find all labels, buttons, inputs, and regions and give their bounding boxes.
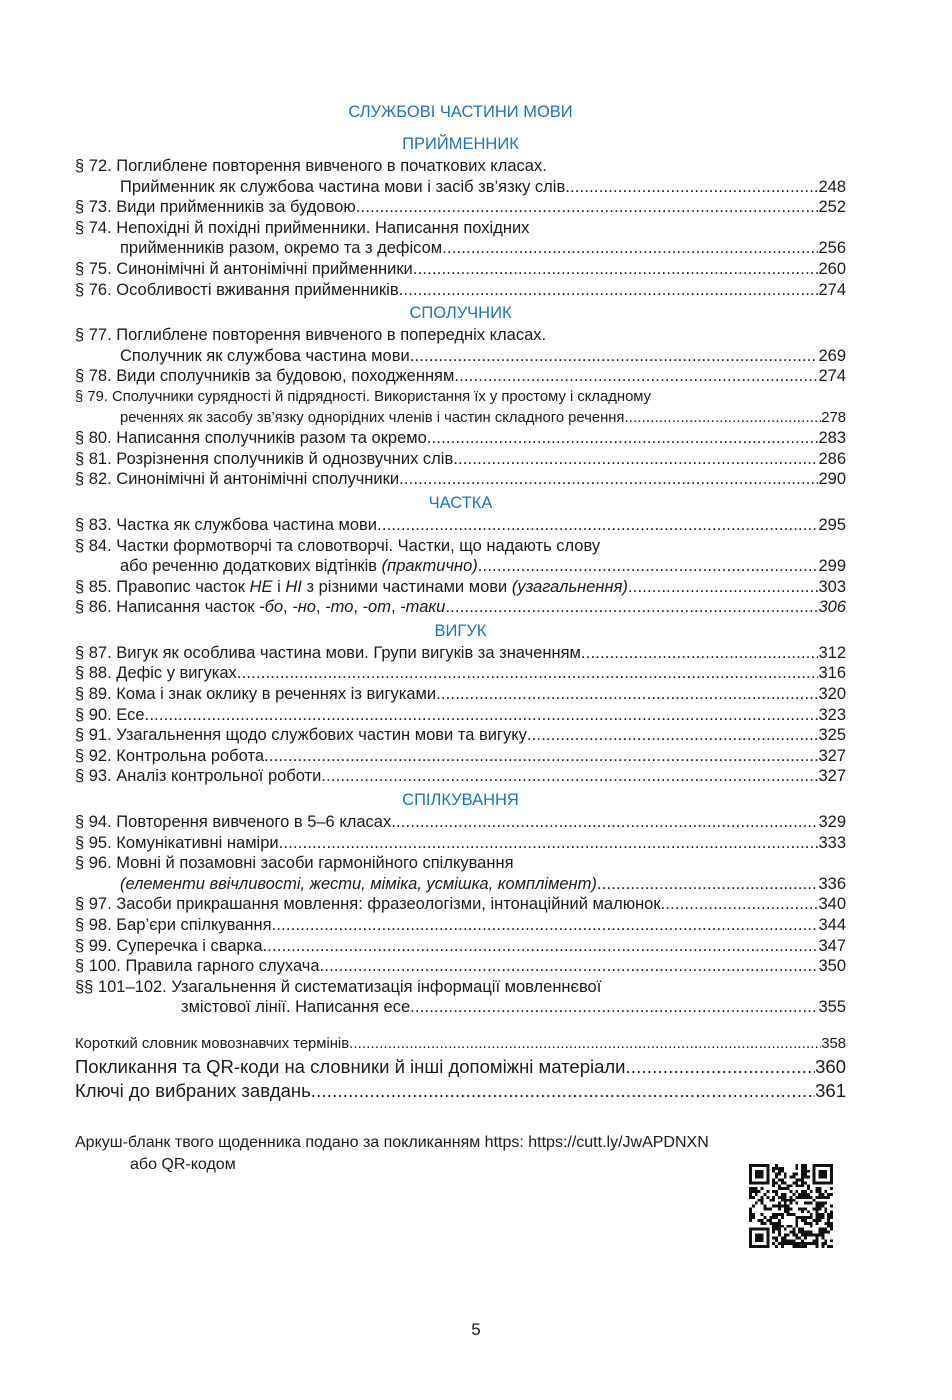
dot-leader: [628, 577, 819, 598]
entry-text-part: § 73. Види прийменників за будовою: [75, 198, 356, 217]
entry-text: [75, 280, 399, 301]
entry-text-part: з різними частинами мови: [301, 577, 512, 596]
page-ref: 327: [818, 746, 846, 765]
entry-text: [120, 408, 624, 429]
entry-text-part: реченнях як засобу зв’язку однорідних членів і частин складного речення: [120, 409, 625, 426]
entry-italic-part: НЕ: [249, 577, 273, 596]
entry-text-part: § 96. Мовні й позамовні засоби гармонійного спілкування: [75, 854, 514, 873]
entry-text-part: § 100. Правила гарного слухача: [75, 957, 320, 976]
entry-text-part: § 76. Особливості вживання прийменників: [75, 280, 399, 299]
toc-entry-line: [75, 915, 846, 936]
entry-text-part: § 98. Бар’єри спілкування: [75, 916, 272, 934]
page-ref: 355: [818, 998, 846, 1017]
entry-text: [75, 577, 628, 598]
entry-text: [181, 997, 410, 1018]
entry-text: [75, 977, 601, 998]
page-ref: 274: [818, 367, 846, 386]
entry-italic-part: -от: [362, 598, 391, 617]
page-ref: 329: [818, 813, 846, 832]
dot-leader: [320, 956, 819, 977]
entry-text-part: § 79. Сполучники сурядності й підрядності. Використання їх у простому і складному: [75, 388, 652, 405]
entry-text-part: §§ 101–102. Узагальнення й систематизація інформації мовленнєвої: [75, 977, 602, 996]
entry-text-part: § 87. Вигук як особлива частина мови. Групи вигуків за значенням: [75, 643, 581, 662]
page-ref: 290: [818, 470, 846, 489]
toc-entry-line: [75, 515, 846, 536]
entry-text: [75, 936, 263, 957]
toc-entry-line: [75, 977, 846, 998]
page-ref: 360: [815, 1055, 846, 1077]
entry-text-part: § 86. Написання часток: [75, 598, 260, 617]
entry-text-part: § 91. Узагальнення щодо службових частин мови та вигуку: [75, 726, 527, 745]
toc-entry-line: [75, 597, 846, 618]
toc-entry-line: [75, 408, 846, 429]
entry-text-part: ,: [283, 598, 293, 617]
entry-italic-part: (узагальнення): [511, 577, 628, 596]
toc-entry-line: [75, 197, 846, 218]
dot-leader: [445, 597, 818, 618]
entry-text: [75, 428, 427, 449]
note-line-1: Аркуш-бланк твого щоденника подано за покликанням https: https://cutt.ly/JwAPDNXN: [75, 1134, 709, 1151]
page-ref: 358: [821, 1035, 846, 1052]
entry-text: [75, 536, 600, 557]
dot-leader: [410, 997, 818, 1018]
entry-text-part: Прийменник як службова частина мови і засіб зв’язку слів: [120, 177, 566, 196]
dot-leader: [377, 515, 818, 536]
dot-leader: [264, 746, 818, 767]
diary-note: [75, 1132, 709, 1176]
entry-text: [75, 746, 264, 767]
toc-entry-line: [75, 746, 846, 767]
dot-leader: [661, 894, 819, 915]
dot-leader: [565, 177, 818, 198]
page-ref: 325: [818, 726, 846, 745]
toc-entry-line: [75, 577, 846, 598]
entry-text-part: ,: [390, 598, 401, 617]
dot-leader: [311, 1079, 815, 1103]
entry-italic-part: -то: [325, 598, 354, 617]
toc-entry-line: [75, 238, 846, 259]
entry-text-part: § 83. Частка як службова частина мови: [75, 515, 378, 534]
entry-text: [75, 833, 279, 854]
dot-leader: [454, 366, 818, 387]
entry-text-part: § 94. Повторення вивченого в 5–6 класах: [75, 813, 392, 832]
entry-italic-part: -но: [292, 598, 316, 617]
page-ref: 256: [818, 239, 846, 258]
page-ref: 312: [818, 643, 846, 662]
entry-text: [75, 366, 454, 387]
toc-entry-line: [75, 469, 846, 490]
dot-leader: [399, 469, 818, 490]
section-title: ЧАСТКА: [428, 493, 493, 512]
entry-text-part: § 82. Синонімічні й антонімічні сполучники: [75, 470, 400, 489]
entry-text-part: § 80. Написання сполучників разом та окремо: [75, 429, 427, 448]
toc-entry-line: [75, 766, 846, 787]
toc-entry-line: [75, 705, 846, 726]
entry-text-part: прийменників разом, окремо та з дефісом: [120, 239, 443, 258]
entry-text-part: § 72. Поглиблене повторення вивченого в початкових класах.: [75, 157, 547, 175]
toc-entry-line: [75, 643, 846, 664]
qr-code-icon: [749, 1164, 833, 1248]
dot-leader: [427, 428, 819, 449]
page-ref: 344: [818, 916, 846, 934]
dot-leader: [581, 643, 819, 664]
dot-leader: [391, 812, 818, 833]
toc-entry-line: [75, 725, 846, 746]
entry-text: [75, 663, 237, 684]
page-ref: 320: [818, 685, 846, 704]
entry-text: [75, 766, 321, 787]
page-number: 5: [471, 1320, 481, 1339]
dot-leader: [527, 725, 819, 746]
entry-text: [120, 238, 442, 259]
page-ref: 306: [818, 598, 846, 617]
page-ref: 248: [818, 177, 846, 196]
note-line-2: або QR-кодом: [130, 1156, 236, 1173]
toc-entry-line: [75, 833, 846, 854]
entry-italic-part: НІ: [285, 577, 302, 596]
toc-entry-line: [75, 177, 846, 198]
entry-text: [75, 956, 320, 977]
entry-text-part: § 84. Частки формотворчі та словотворчі. Частки, що надають слову: [75, 536, 601, 555]
entry-text: [75, 812, 391, 833]
toc-entry-line: [75, 684, 846, 705]
toc-entry-line: [75, 449, 846, 470]
toc-entry-line: [75, 366, 846, 387]
entry-italic-part: -таки: [400, 598, 446, 617]
entry-text-part: § 90. Есе: [75, 705, 145, 724]
entry-text-part: або реченню додаткових відтінків: [120, 557, 382, 576]
entry-text-part: § 99. Суперечка і сварка: [75, 936, 263, 955]
toc-entry-line: [75, 156, 846, 177]
toc-entry-line: [75, 556, 846, 577]
entry-text-part: § 75. Синонімічні й антонімічні прийменники: [75, 259, 413, 278]
dot-leader: [597, 874, 819, 895]
entry-text: [75, 469, 399, 490]
entry-text: [75, 597, 445, 618]
entry-italic-part: (елементи ввічливості, жести, міміка, усмішка, комплімент): [120, 874, 597, 893]
entry-text-part: § 81. Розрізнення сполучників й однозвучних слів: [75, 449, 454, 468]
toc-entry-line: [75, 663, 846, 684]
entry-text: [75, 218, 529, 239]
toc-extra-line: [75, 1055, 846, 1079]
page-ref: 347: [818, 936, 846, 955]
toc-extra-line: [75, 1079, 846, 1103]
page-ref: 286: [818, 449, 846, 468]
page-ref: 340: [818, 895, 846, 914]
dot-leader: [624, 408, 821, 429]
entry-text-part: § 78. Види сполучників за будовою, походженням: [75, 367, 455, 386]
entry-text-part: § 77. Поглиблене повторення вивченого в попередніх класах.: [75, 326, 547, 345]
toc-entry-line: [75, 812, 846, 833]
page-ref: 323: [818, 705, 846, 724]
dot-leader: [413, 259, 819, 280]
toc-entry-line: [75, 956, 846, 977]
entry-text-part: змістової лінії. Написання есе: [181, 998, 411, 1017]
toc-entry-line: [75, 325, 846, 346]
entry-text: [75, 643, 581, 664]
entry-text: [75, 325, 546, 346]
entry-text-part: § 92. Контрольна робота: [75, 746, 264, 765]
dot-leader: [436, 684, 818, 705]
dot-leader: [442, 238, 818, 259]
toc-entry-line: [75, 853, 846, 874]
main-title: СЛУЖБОВІ ЧАСТИНИ МОВИ: [348, 103, 573, 121]
page-ref: 336: [818, 874, 846, 893]
section-title: ПРИЙМЕННИК: [402, 135, 519, 153]
dot-leader: [321, 766, 818, 787]
page-ref: 252: [818, 198, 846, 217]
entry-text-part: § 95. Комунікативні наміри: [75, 833, 279, 852]
dot-leader: [399, 280, 819, 301]
page-ref: 295: [818, 515, 846, 534]
toc-entry-line: [75, 997, 846, 1018]
entry-text: [75, 197, 356, 218]
page-ref: 260: [818, 259, 846, 278]
entry-text: [75, 853, 514, 874]
entry-italic-part: (практично): [381, 557, 478, 576]
page-ref: 333: [818, 833, 846, 852]
entry-text-part: і: [272, 577, 286, 596]
entry-text-part: § 89. Кома і знак оклику в реченнях із вигуками: [75, 685, 437, 704]
entry-text: [75, 449, 453, 470]
entry-text: [75, 684, 436, 705]
toc-entry-line: [75, 387, 846, 408]
entry-text-part: § 74. Непохідні й похідні прийменники. Написання похідних: [75, 218, 530, 237]
entry-text: [75, 515, 377, 536]
entry-text: [120, 177, 565, 198]
entry-italic-part: -бо: [259, 598, 284, 617]
entry-text-part: § 93. Аналіз контрольної роботи: [75, 767, 322, 786]
page-ref: 299: [818, 557, 846, 576]
toc-entry-line: [75, 218, 846, 239]
entry-text-part: § 97. Засоби прикрашання мовлення: фразеологізми, інтонаційний малюнок: [75, 895, 661, 914]
toc-entry-line: [75, 936, 846, 957]
entry-text: [75, 156, 547, 177]
page-ref: 274: [818, 280, 846, 299]
toc-extras: [75, 1034, 846, 1103]
page-ref: 350: [818, 957, 846, 976]
page-ref: 283: [818, 429, 846, 448]
toc-sections: [75, 132, 846, 1018]
dot-leader: [356, 197, 819, 218]
entry-text-part: ,: [353, 598, 363, 617]
entry-text: [120, 874, 597, 895]
toc-extra-line: [75, 1034, 846, 1055]
dot-leader: [237, 663, 819, 684]
table-of-contents: [75, 100, 846, 1103]
entry-text-part: Сполучник як службова частина мови: [120, 346, 410, 365]
entry-text: Ключі до вибраних завдань: [75, 1079, 311, 1101]
toc-entry-line: [75, 346, 846, 367]
dot-leader: [410, 346, 819, 367]
dot-leader: [626, 1055, 816, 1079]
entry-text: [75, 915, 272, 936]
entry-text: Покликання та QR-коди на словники й інші допоміжні матеріали: [75, 1055, 626, 1077]
page-ref: 303: [818, 577, 846, 596]
toc-entry-line: [75, 428, 846, 449]
entry-text: Короткий словник мовознавчих термінів: [75, 1035, 350, 1052]
section-title: СПІЛКУВАННЯ: [402, 791, 519, 810]
page-ref: 269: [818, 346, 846, 365]
dot-leader: [349, 1034, 821, 1055]
entry-text: [75, 387, 651, 408]
page-ref: 327: [818, 767, 846, 786]
spacer: [75, 1018, 846, 1034]
entry-text: [75, 894, 661, 915]
page-ref: 278: [821, 409, 846, 426]
entry-text: [120, 556, 478, 577]
dot-leader: [478, 556, 819, 577]
dot-leader: [263, 936, 819, 957]
page-ref: 361: [815, 1079, 846, 1101]
dot-leader: [145, 705, 819, 726]
dot-leader: [279, 833, 819, 854]
toc-entry-line: [75, 894, 846, 915]
toc-entry-line: [75, 259, 846, 280]
page-ref: 316: [818, 664, 846, 683]
toc-entry-line: [75, 874, 846, 895]
toc-entry-line: [75, 280, 846, 301]
entry-text: [75, 705, 145, 726]
section-title: СПОЛУЧНИК: [409, 304, 512, 323]
entry-text: [75, 725, 527, 746]
entry-text: [120, 346, 410, 367]
entry-text-part: ,: [315, 598, 326, 617]
entry-text-part: § 88. Дефіс у вигуках: [75, 664, 237, 683]
dot-leader: [272, 915, 819, 936]
toc-entry-line: [75, 536, 846, 557]
dot-leader: [453, 449, 818, 470]
entry-text: [75, 259, 413, 280]
entry-text-part: § 85. Правопис часток: [75, 577, 250, 596]
section-title: ВИГУК: [434, 621, 487, 640]
